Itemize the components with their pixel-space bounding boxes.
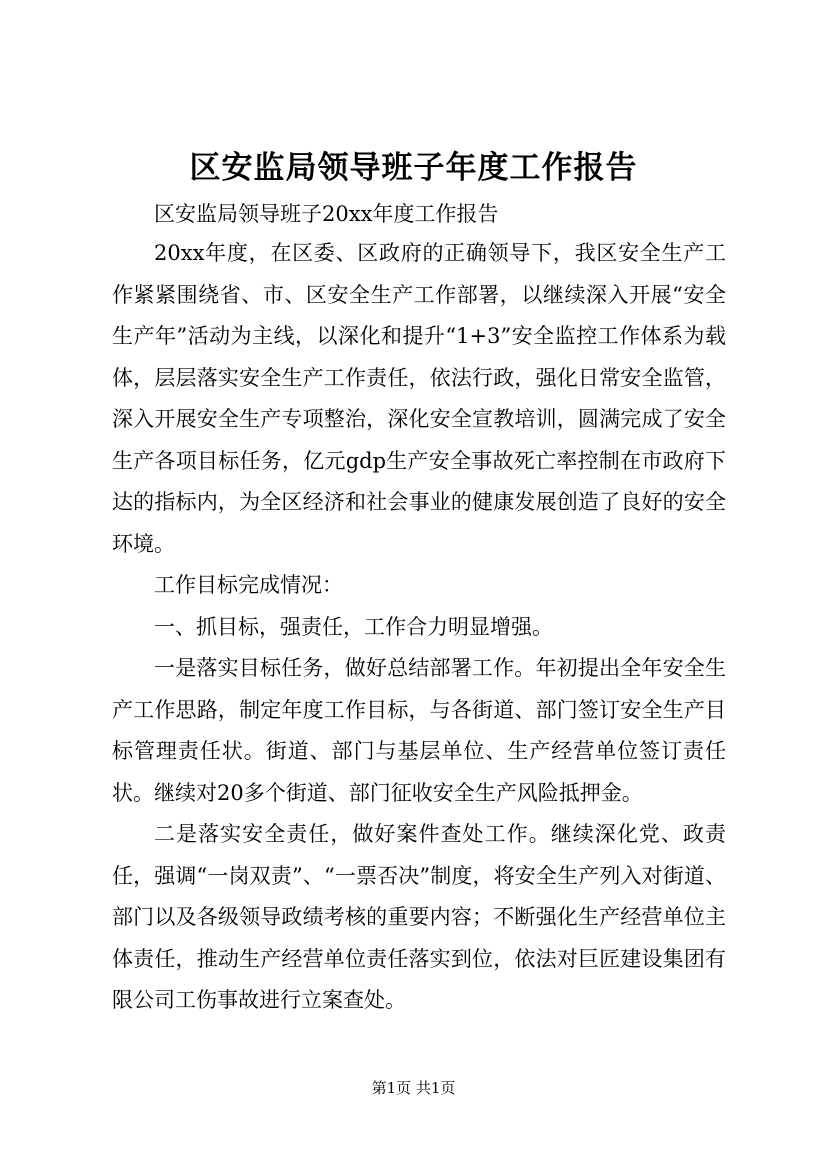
document-body [112, 196, 726, 1022]
subsection-heading: 一、抓目标，强责任，工作合力明显增强。 [154, 614, 553, 639]
section-heading: 工作目标完成情况： [154, 573, 343, 597]
body-paragraph: 二是落实安全责任，做好案件查处工作。继续深化党、政责任，强调“一岗双责”、“一票否决”制度，将安全生产列入对街道、部门以及各级领导政绩考核的重要内容；不断强化生产经营单位主体责任，推动生产经营单位责任落实到位，依法对巨匠建设集团有限公司工伤事故进行立案查处。 [112, 822, 726, 1012]
page-footer: 第1页 共1页 [371, 1079, 456, 1097]
subtitle-paragraph: 区安监局领导班子20xx年度工作报告 [154, 202, 499, 226]
intro-paragraph: 20xx年度，在区委、区政府的正确领导下，我区安全生产工作紧紧围绕省、市、区安全生产工作部署，以继续深入开展“安全生产年”活动为主线，以深化和提升“1+3”安全监控工作体系为载体，层层落实安全生产工作责任，依法行政，强化日常安全监管，深入开展安全生产专项整治，深化安全宣教培训，圆满完成了安全生产各项目标任务，亿元gdp生产安全事故死亡率控制在市政府下达的指标内，为全区经济和社会事业的健康发展创造了良好的安全环境。 [112, 241, 726, 556]
body-paragraph: 一是落实目标任务，做好总结部署工作。年初提出全年安全生产工作思路，制定年度工作目标，与各街道、部门签订安全生产目标管理责任状。街道、部门与基层单位、生产经营单位签订责任状。继续对20多个街道、部门征收安全生产风险抵押金。 [112, 656, 726, 805]
document-title: 区安监局领导班子年度工作报告 [189, 150, 638, 186]
